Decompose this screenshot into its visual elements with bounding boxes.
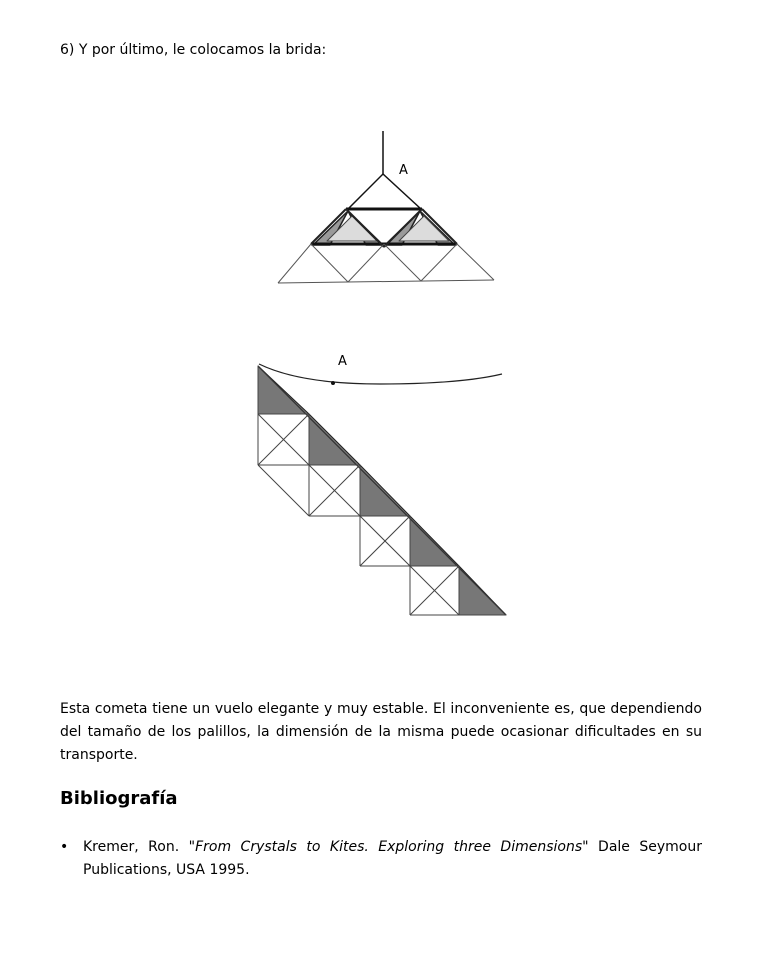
bridle-line bbox=[348, 174, 383, 209]
kite-top-view-drawing bbox=[270, 125, 502, 290]
bridle-line bbox=[383, 174, 421, 209]
bibliography-title: Bibliografía bbox=[60, 788, 178, 809]
body-paragraph: Esta cometa tiene un vuelo elegante y muy estable. El inconveniente es, que dependiendo del tamaño de los palillos, la dimensión de la misma puede ocasionar dificultades en su transporte. bbox=[60, 701, 702, 763]
point-a-marker bbox=[331, 381, 335, 385]
step-heading: 6) Y por último, le colocamos la brida: bbox=[60, 42, 327, 58]
bullet-icon: • bbox=[60, 839, 69, 855]
shaded-triangle bbox=[410, 516, 459, 566]
bibliography-author: Kremer, Ron. bbox=[83, 839, 189, 855]
shaded-triangle bbox=[309, 414, 360, 465]
bibliography-entry bbox=[83, 836, 702, 882]
bibliography-book-title: "From Crystals to Kites. Exploring three Dimensions" bbox=[188, 839, 589, 855]
point-a-label: A bbox=[399, 163, 408, 178]
point-a-label: A bbox=[338, 354, 347, 369]
bridle-curve bbox=[259, 364, 502, 384]
bibliography-list bbox=[60, 836, 702, 882]
shaded-triangle bbox=[360, 465, 410, 516]
bibliography-publisher: Dale Seymour Publications, USA 1995. bbox=[83, 839, 702, 878]
bibliography-item bbox=[60, 836, 702, 882]
kite-side-view-drawing bbox=[250, 345, 512, 623]
